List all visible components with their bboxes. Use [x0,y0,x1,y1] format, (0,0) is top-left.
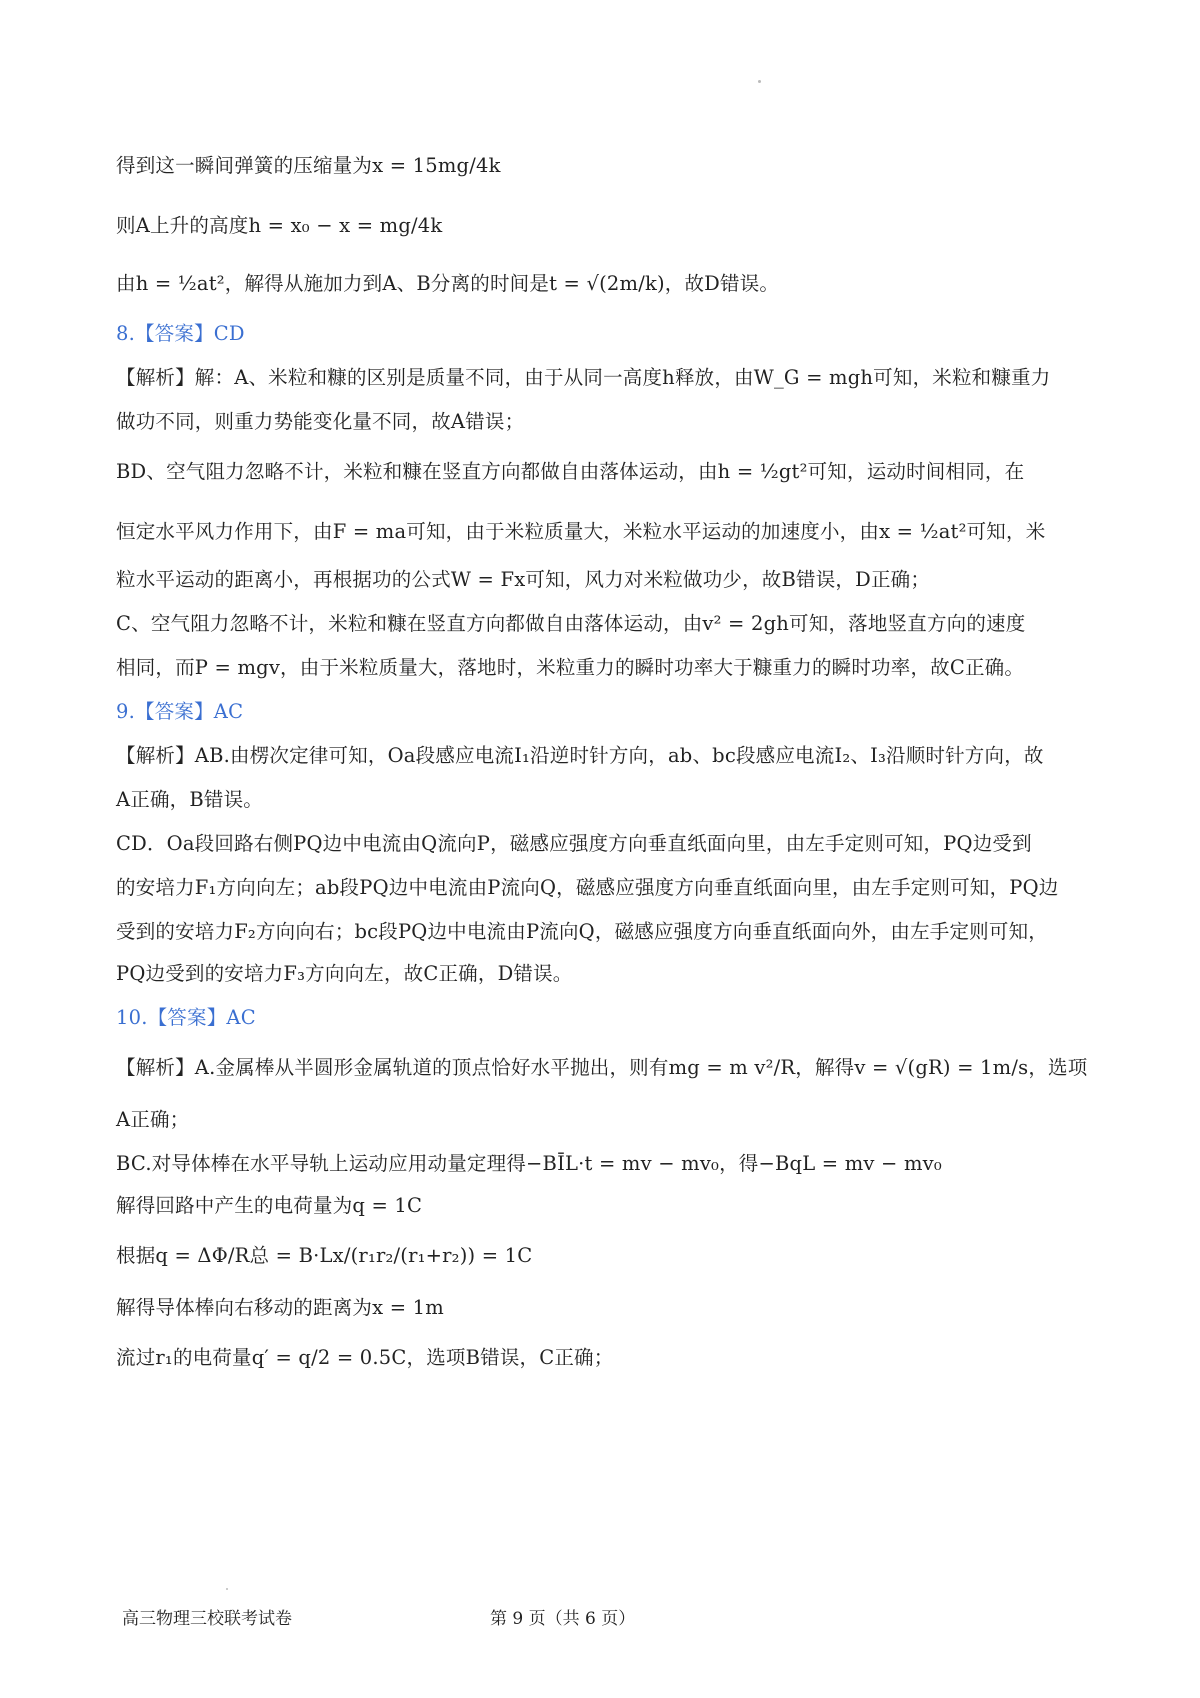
footer-title: 高三物理三校联考试卷 [122,1609,292,1629]
text-line-10: C、空气阻力忽略不计，米粒和糠在竖直方向都做自由落体运动，由v² = 2gh可知，落地竖直方向的速度 [116,612,1026,635]
text-line-9: 粒水平运动的距离小，再根据功的公式W = Fx可知，风力对米粒做功少，故B错误，D正确； [116,568,931,591]
text-line-26: 流过r₁的电荷量q′ = q/2 = 0.5C，选项B错误，C正确； [116,1346,614,1369]
text-line-7: BD、空气阻力忽略不计，米粒和糠在竖直方向都做自由落体运动，由h = ½gt²可知，运动时间相同，在 [116,460,1025,483]
text-line-23: 解得回路中产生的电荷量为q = 1C [116,1194,423,1217]
text-line-5: 【解析】解：A、米粒和糠的区别是质量不同，由于从同一高度h释放，由W_G = mgh可知，米粒和糠重力 [116,366,1051,389]
answer-heading-9: 9.【答案】AC [116,700,244,723]
text-line-16: 的安培力F₁方向向左；ab段PQ边中电流由P流向Q，磁感应强度方向垂直纸面向里，由左手定则可知，PQ边 [116,876,1059,899]
text-line-3: 由h = ½at²，解得从施加力到A、B分离的时间是t = √(2m/k)，故D错误。 [116,272,780,295]
text-line-24: 根据q = ΔΦ/R总 = B·Lx/(r₁r₂/(r₁+r₂)) = 1C [116,1244,533,1267]
text-line-8: 恒定水平风力作用下，由F = ma可知，由于米粒质量大，米粒水平运动的加速度小，由x = ½at²可知，米 [116,520,1046,543]
text-line-21: A正确； [116,1108,190,1131]
text-line-6: 做功不同，则重力势能变化量不同，故A错误； [116,410,525,433]
text-line-17: 受到的安培力F₂方向向右；bc段PQ边中电流由P流向Q，磁感应强度方向垂直纸面向外，由左手定则可知， [116,920,1048,943]
text-line-13: 【解析】AB.由楞次定律可知，Oa段感应电流I₁沿逆时针方向，ab、bc段感应电流I₂、I₃沿顺时针方向，故 [116,744,1044,767]
text-line-14: A正确，B错误。 [116,788,264,811]
scan-dot [758,80,761,83]
text-line-11: 相同，而P = mgv，由于米粒质量大，落地时，米粒重力的瞬时功率大于糠重力的瞬时功率，故C正确。 [116,656,1025,679]
text-line-1: 得到这一瞬间弹簧的压缩量为x = 15mg/4k [116,154,501,177]
text-line-25: 解得导体棒向右移动的距离为x = 1m [116,1296,444,1319]
text-line-20: 【解析】A.金属棒从半圆形金属轨道的顶点恰好水平抛出，则有mg = m v²/R，解得v = √(gR) = 1m/s，选项 [116,1056,1088,1079]
answer-heading-8: 8.【答案】CD [116,322,245,345]
text-line-2: 则A上升的高度h = x₀ − x = mg/4k [116,214,443,237]
text-line-22: BC.对导体棒在水平导轨上运动应用动量定理得−BĪL·t = mv − mv₀，得−BqL = mv − mv₀ [116,1152,942,1175]
text-line-18: PQ边受到的安培力F₃方向向左，故C正确，D错误。 [116,962,573,985]
scan-dot [226,1588,228,1590]
text-line-15: CD．Oa段回路右侧PQ边中电流由Q流向P，磁感应强度方向垂直纸面向里，由左手定则可知，PQ边受到 [116,832,1032,855]
footer-page-number: 第 9 页（共 6 页） [490,1609,636,1629]
answer-heading-10: 10.【答案】AC [116,1006,256,1029]
